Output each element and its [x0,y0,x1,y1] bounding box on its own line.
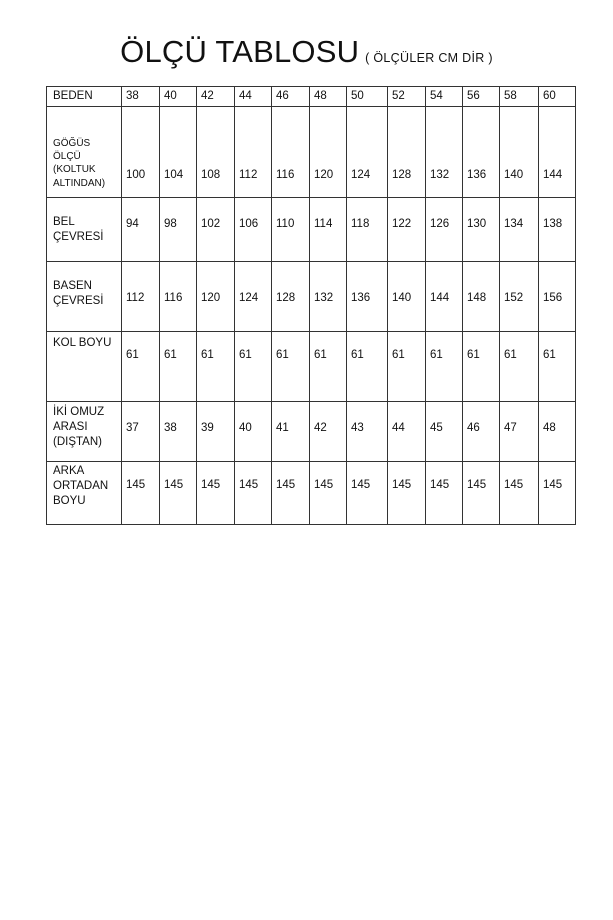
measurement-cell: 100 [122,107,160,198]
table-row [47,332,576,402]
measurement-cell: 124 [347,107,388,198]
measurement-cell: 126 [426,198,463,262]
measurement-cell: 145 [160,462,197,525]
measurement-cell: 140 [500,107,539,198]
measurement-cell: 37 [122,402,160,462]
measurement-cell: 104 [160,107,197,198]
measurement-cell: 102 [197,198,235,262]
measurement-cell: 132 [310,262,347,332]
size-cell: 60 [539,87,576,107]
size-chart-body [47,87,576,525]
size-cell: 46 [272,87,310,107]
measurement-cell: 145 [197,462,235,525]
measurement-cell: 47 [500,402,539,462]
measurement-cell: 116 [272,107,310,198]
measurement-cell: 144 [539,107,576,198]
measurement-cell: 120 [197,262,235,332]
measurement-cell: 145 [388,462,426,525]
measurement-label-cell: BEL ÇEVRESİ [47,198,122,262]
measurement-cell: 156 [539,262,576,332]
size-cell: 38 [122,87,160,107]
measurement-cell: 108 [197,107,235,198]
measurement-cell: 122 [388,198,426,262]
measurement-cell: 145 [463,462,500,525]
measurement-cell: 118 [347,198,388,262]
measurement-cell: 145 [347,462,388,525]
measurement-cell: 61 [426,332,463,402]
measurement-cell: 94 [122,198,160,262]
measurement-cell: 41 [272,402,310,462]
measurement-cell: 45 [426,402,463,462]
measurement-cell: 112 [122,262,160,332]
title-subtitle: ( ÖLÇÜLER CM DİR ) [365,51,493,65]
size-cell: 54 [426,87,463,107]
measurement-label-cell: İKİ OMUZ ARASI (DIŞTAN) [47,402,122,462]
measurement-cell: 114 [310,198,347,262]
measurement-cell: 148 [463,262,500,332]
measurement-cell: 130 [463,198,500,262]
measurement-cell: 136 [347,262,388,332]
measurement-cell: 116 [160,262,197,332]
measurement-cell: 112 [235,107,272,198]
page-title [0,34,613,70]
size-chart-table [46,86,576,525]
measurement-cell: 98 [160,198,197,262]
measurement-label-cell: ARKA ORTADAN BOYU [47,462,122,525]
measurement-cell: 61 [463,332,500,402]
size-cell: 48 [310,87,347,107]
measurement-cell: 46 [463,402,500,462]
measurement-cell: 106 [235,198,272,262]
measurement-cell: 145 [235,462,272,525]
measurement-label-cell: GÖĞÜS ÖLÇÜ (KOLTUK ALTINDAN) [47,107,122,198]
measurement-cell: 124 [235,262,272,332]
measurement-cell: 132 [426,107,463,198]
size-cell: 52 [388,87,426,107]
measurement-cell: 42 [310,402,347,462]
measurement-cell: 128 [388,107,426,198]
measurement-cell: 128 [272,262,310,332]
measurement-cell: 120 [310,107,347,198]
measurement-cell: 61 [122,332,160,402]
title-main: ÖLÇÜ TABLOSU [120,34,360,69]
measurement-label-cell: KOL BOYU [47,332,122,402]
measurement-cell: 38 [160,402,197,462]
measurement-cell: 61 [388,332,426,402]
measurement-cell: 140 [388,262,426,332]
measurement-cell: 48 [539,402,576,462]
measurement-cell: 61 [310,332,347,402]
size-cell: 44 [235,87,272,107]
measurement-cell: 145 [426,462,463,525]
measurement-cell: 145 [272,462,310,525]
measurement-cell: 61 [235,332,272,402]
measurement-cell: 61 [500,332,539,402]
measurement-cell: 152 [500,262,539,332]
measurement-cell: 61 [539,332,576,402]
measurement-cell: 144 [426,262,463,332]
size-label-cell: BEDEN [47,87,122,107]
measurement-cell: 61 [197,332,235,402]
measurement-cell: 40 [235,402,272,462]
table-row [47,462,576,525]
measurement-cell: 138 [539,198,576,262]
table-row [47,198,576,262]
size-cell: 58 [500,87,539,107]
measurement-label-cell: BASEN ÇEVRESİ [47,262,122,332]
table-header-row [47,87,576,107]
size-cell: 40 [160,87,197,107]
measurement-cell: 145 [539,462,576,525]
table-row [47,107,576,198]
measurement-cell: 110 [272,198,310,262]
table-row [47,262,576,332]
table-row [47,402,576,462]
measurement-cell: 61 [160,332,197,402]
measurement-cell: 145 [500,462,539,525]
measurement-cell: 61 [347,332,388,402]
size-cell: 56 [463,87,500,107]
size-cell: 50 [347,87,388,107]
measurement-cell: 145 [122,462,160,525]
measurement-cell: 61 [272,332,310,402]
measurement-cell: 145 [310,462,347,525]
measurement-cell: 134 [500,198,539,262]
size-cell: 42 [197,87,235,107]
measurement-cell: 39 [197,402,235,462]
measurement-cell: 44 [388,402,426,462]
measurement-cell: 43 [347,402,388,462]
measurement-cell: 136 [463,107,500,198]
